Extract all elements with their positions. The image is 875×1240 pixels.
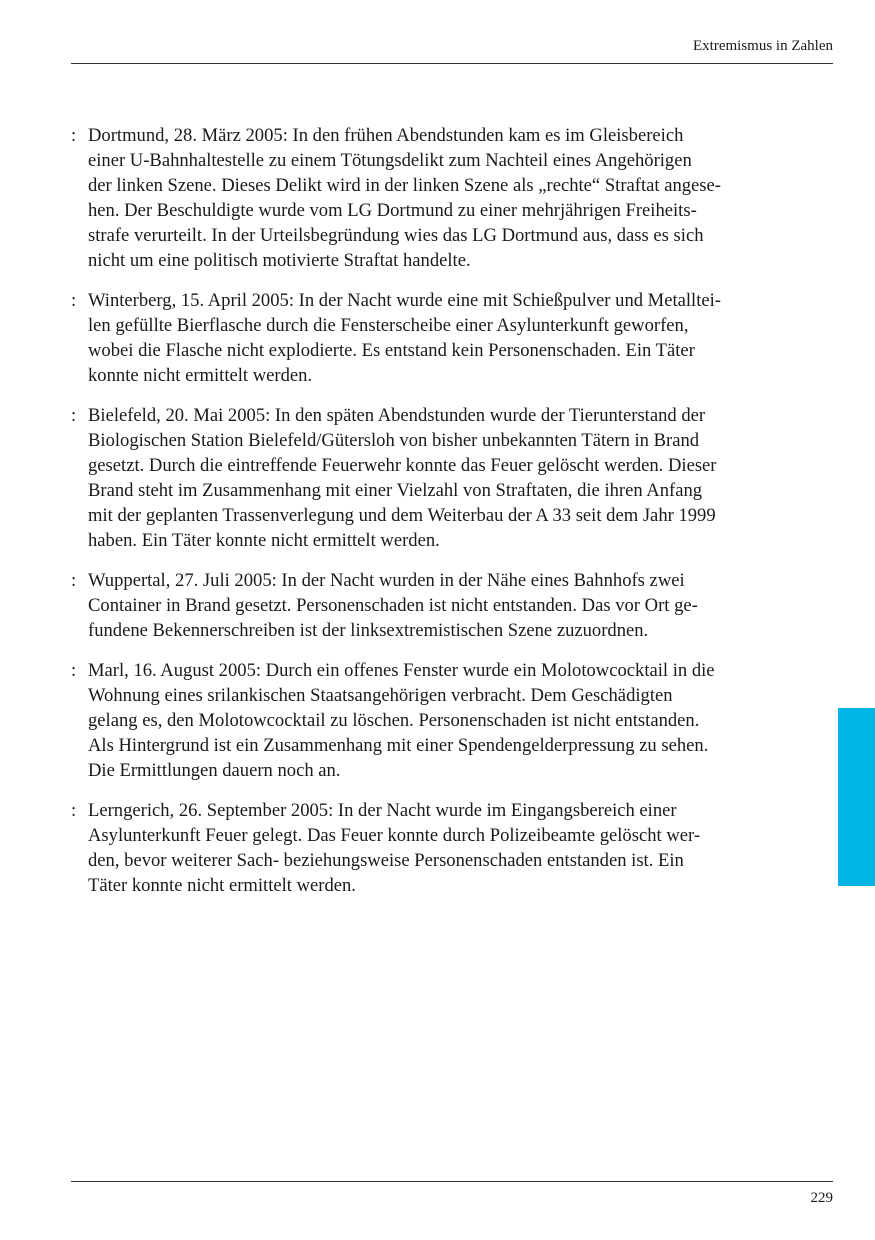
entry-text-line: einer U-Bahnhaltestelle zu einem Tötungsdelikt zum Nachteil eines Angehörigen <box>88 150 692 171</box>
incident-entry <box>71 288 791 388</box>
entry-text-line: gesetzt. Durch die eintreffende Feuerwehr konnte das Feuer gelöscht werden. Dieser <box>88 455 717 476</box>
incident-entry <box>71 403 791 553</box>
incident-entry <box>71 658 791 783</box>
entry-text-line: den, bevor weiterer Sach- beziehungsweise Personenschaden entstanden ist. Ein <box>88 850 684 871</box>
entry-bullet: : <box>71 125 77 146</box>
entry-text-line: Winterberg, 15. April 2005: In der Nacht wurde eine mit Schießpulver und Metalltei- <box>88 290 721 311</box>
entry-text-line: Täter konnte nicht ermittelt werden. <box>88 875 356 896</box>
header-rule <box>71 63 833 64</box>
footer-rule <box>71 1181 833 1182</box>
entry-text-line: Brand steht im Zusammenhang mit einer Vielzahl von Straftaten, die ihren Anfang <box>88 480 703 501</box>
running-head: Extremismus in Zahlen <box>693 38 833 54</box>
entry-text-line: Dortmund, 28. März 2005: In den frühen Abendstunden kam es im Gleisbereich <box>88 125 684 146</box>
entry-text-line: Bielefeld, 20. Mai 2005: In den späten Abendstunden wurde der Tierunterstand der <box>88 405 706 426</box>
entry-text-line: Lerngerich, 26. September 2005: In der Nacht wurde im Eingangsbereich einer <box>88 800 677 821</box>
entry-bullet: : <box>71 405 77 426</box>
entry-text-line: haben. Ein Täter konnte nicht ermittelt werden. <box>88 530 440 551</box>
entry-text-line: Container in Brand gesetzt. Personenschaden ist nicht entstanden. Das vor Ort ge- <box>88 595 698 616</box>
entry-text-line: Wuppertal, 27. Juli 2005: In der Nacht wurden in der Nähe eines Bahnhofs zwei <box>88 570 685 591</box>
entry-bullet: : <box>71 660 77 681</box>
incident-entry <box>71 568 791 643</box>
entry-bullet: : <box>71 800 77 821</box>
entry-text-line: Als Hintergrund ist ein Zusammenhang mit einer Spendengelderpressung zu sehen. <box>88 735 709 756</box>
entry-bullet: : <box>71 290 77 311</box>
entry-text-line: Marl, 16. August 2005: Durch ein offenes Fenster wurde ein Molotowcocktail in die <box>88 660 715 681</box>
entry-text-line: Wohnung eines srilankischen Staatsangehörigen verbracht. Dem Geschädigten <box>88 685 673 706</box>
incident-entry <box>71 123 791 273</box>
entry-text-line: gelang es, den Molotowcocktail zu löschen. Personenschaden ist nicht entstanden. <box>88 710 700 731</box>
entry-text-line: mit der geplanten Trassenverlegung und dem Weiterbau der A 33 seit dem Jahr 1999 <box>88 505 716 526</box>
entry-text-line: hen. Der Beschuldigte wurde vom LG Dortmund zu einer mehrjährigen Freiheits- <box>88 200 697 221</box>
entry-bullet: : <box>71 570 77 591</box>
entry-text-line: len gefüllte Bierflasche durch die Fensterscheibe einer Asylunterkunft geworfen, <box>88 315 689 336</box>
entry-text-line: strafe verurteilt. In der Urteilsbegründung wies das LG Dortmund aus, dass es sich <box>88 225 704 246</box>
incident-list <box>71 123 791 913</box>
chapter-thumb-tab <box>838 708 875 886</box>
entry-text-line: nicht um eine politisch motivierte Straftat handelte. <box>88 250 471 271</box>
incident-entry <box>71 798 791 898</box>
page-number: 229 <box>810 1190 833 1206</box>
entry-text-line: wobei die Flasche nicht explodierte. Es entstand kein Personenschaden. Ein Täter <box>88 340 695 361</box>
entry-text-line: der linken Szene. Dieses Delikt wird in der linken Szene als „rechte“ Straftat angese- <box>88 175 721 196</box>
entry-text-line: konnte nicht ermittelt werden. <box>88 365 313 386</box>
entry-text-line: fundene Bekennerschreiben ist der linksextremistischen Szene zuzuordnen. <box>88 620 649 641</box>
entry-text-line: Die Ermittlungen dauern noch an. <box>88 760 341 781</box>
entry-text-line: Asylunterkunft Feuer gelegt. Das Feuer konnte durch Polizeibeamte gelöscht wer- <box>88 825 701 846</box>
entry-text-line: Biologischen Station Bielefeld/Gütersloh von bisher unbekannten Tätern in Brand <box>88 430 700 451</box>
